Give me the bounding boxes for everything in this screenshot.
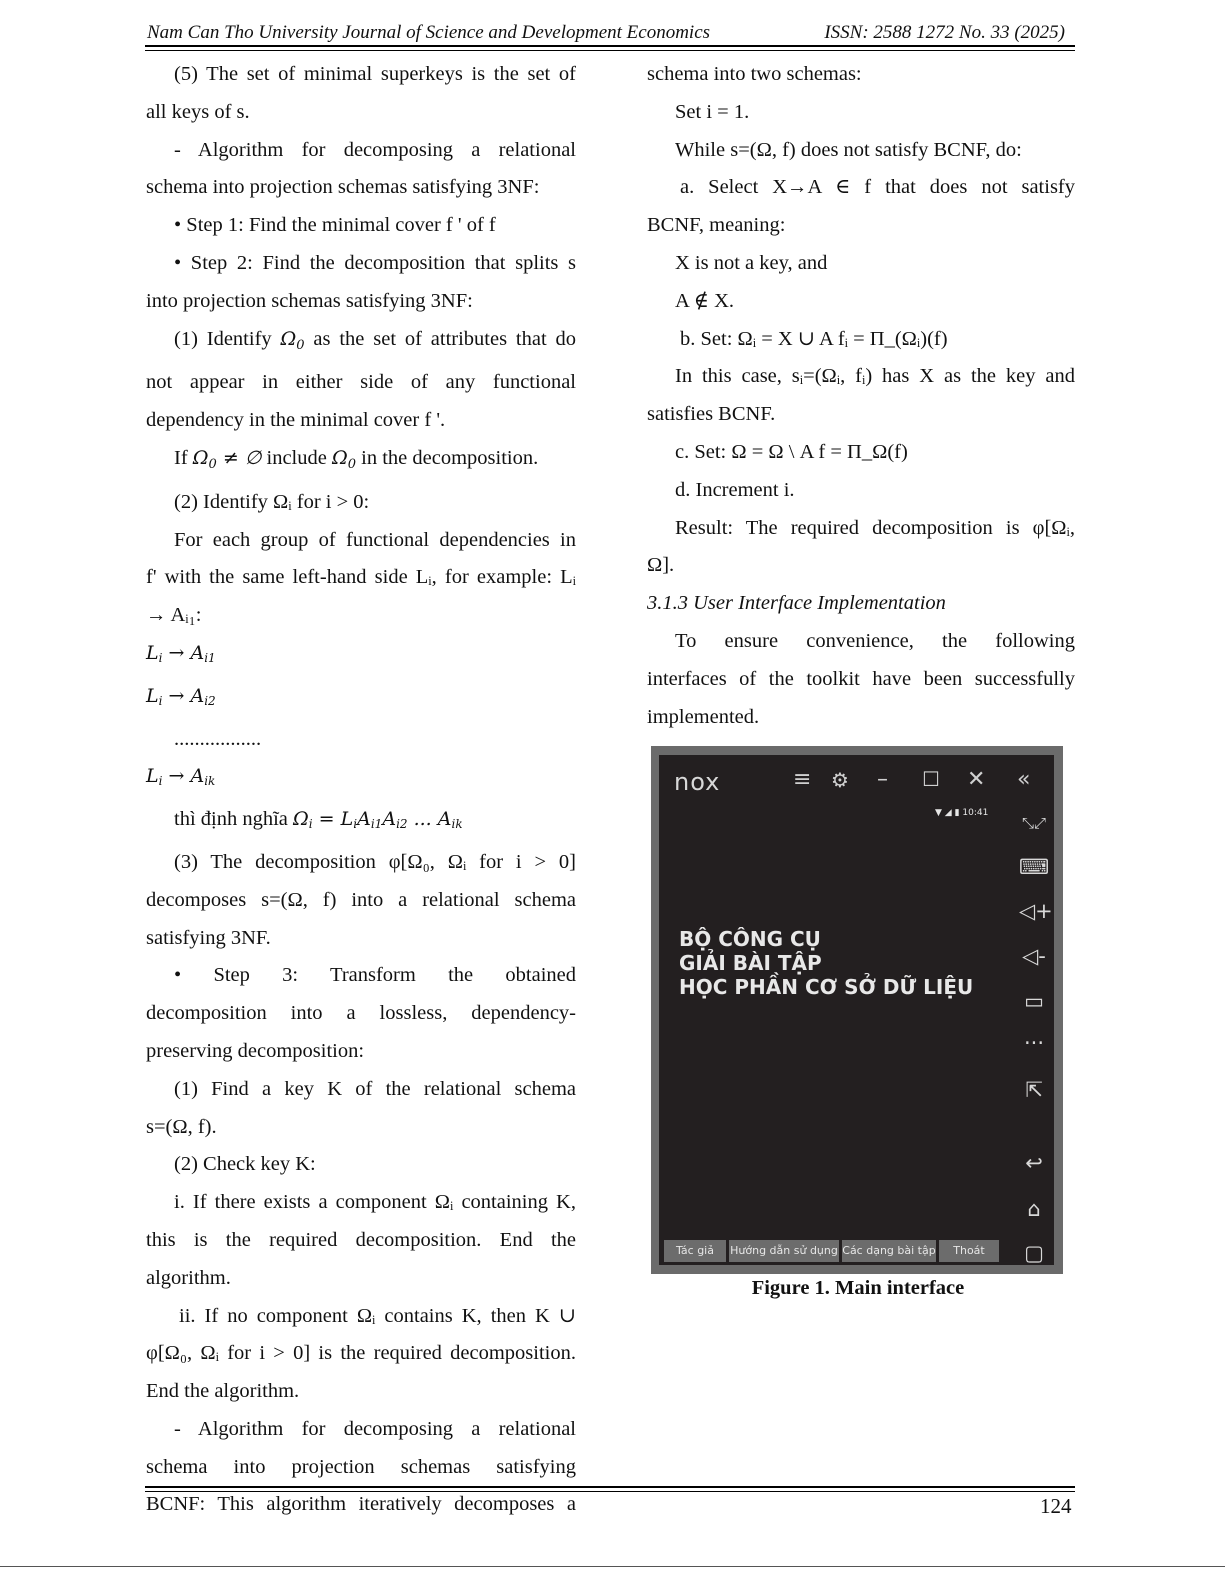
- maximize-icon: ☐: [922, 767, 940, 792]
- paragraph: BCNF, meaning:: [647, 214, 786, 237]
- paragraph: - Algorithm for decomposing a relational: [174, 138, 576, 161]
- right-column: [647, 56, 1075, 1274]
- paragraph: Set i = 1.: [675, 100, 750, 123]
- paragraph: s=(Ω, f).: [146, 1115, 217, 1138]
- paragraph: a. Select X→A ∈ f that does not satisfy: [680, 176, 1075, 199]
- gear-icon: ⚙: [831, 768, 849, 793]
- paragraph: BCNF: This algorithm iteratively decomposes a: [146, 1493, 576, 1516]
- paragraph: b. Set: Ωᵢ = X ∪ A fᵢ = Π_(Ωᵢ)(f): [680, 327, 948, 350]
- tab-exercise-types: Các dạng bài tập: [842, 1240, 936, 1262]
- paragraph: If $\Omega_0$ ≠ ∅ include $\Omega_0$ in the decomposition.: [174, 446, 539, 472]
- nox-logo: nox: [674, 768, 721, 797]
- paragraph: dependency in the minimal cover f '.: [146, 409, 446, 432]
- paragraph: In this case, sᵢ=(Ωᵢ, fᵢ) has X as the key and: [675, 365, 1075, 388]
- volume-down-icon: ◁-: [1022, 944, 1046, 969]
- tab-exit: Thoát: [939, 1240, 999, 1262]
- equation: Li → Ai2: [146, 684, 216, 708]
- paragraph: A ∉ X.: [675, 289, 735, 312]
- equation: Li → Aik: [146, 765, 216, 789]
- paragraph: decomposes s=(Ω, f) into a relational schema: [146, 888, 576, 911]
- omega0-symbol: $\Omega_0$: [280, 327, 305, 353]
- keyboard-icon: ⌨: [1019, 855, 1050, 880]
- app-title: BỘ CÔNG CỤ GIẢI BÀI TẬP HỌC PHẦN CƠ SỞ DỮ LIỆU: [679, 927, 974, 1000]
- paragraph: all keys of s.: [146, 100, 250, 123]
- paragraph: - Algorithm for decomposing a relational: [174, 1417, 576, 1440]
- paragraph: Result: The required decomposition is φ[Ωᵢ,: [675, 516, 1075, 539]
- figure-screenshot: [651, 746, 1063, 1274]
- footer-rule-thin: [145, 1491, 1075, 1492]
- paragraph: schema into projection schemas satisfying 3NF:: [146, 176, 540, 199]
- paragraph: End the algorithm.: [146, 1380, 300, 1403]
- ellipsis-line: .................: [174, 727, 262, 750]
- omega0-symbol: $\Omega_0$: [331, 446, 357, 472]
- page-number: 124: [1040, 1494, 1072, 1518]
- left-column: [146, 56, 576, 1524]
- paragraph: satisfying 3NF.: [146, 926, 271, 949]
- emulator-window: [659, 755, 1054, 1265]
- minimize-icon: –: [877, 767, 888, 793]
- journal-title: Nam Can Tho University Journal of Science and Development Economics: [147, 22, 711, 43]
- equation: Li → Ai1: [146, 641, 216, 665]
- paragraph: • Step 2: Find the decomposition that splits s: [174, 251, 576, 274]
- issn-info: ISSN: 2588 1272 No. 33 (2025): [824, 22, 1065, 43]
- paragraph: (1) Identify $\Omega_0$ as the set of attributes that do: [174, 327, 577, 353]
- paragraph: this is the required decomposition. End the: [146, 1228, 576, 1251]
- paragraph: (3) The decomposition φ[Ω₀, Ωᵢ for i > 0]: [174, 850, 576, 873]
- status-bar: ▼ ◢ ▮ 10:41: [935, 808, 989, 819]
- app-tab-bar: [664, 1240, 1002, 1262]
- paragraph: To ensure convenience, the following: [675, 629, 1075, 652]
- paragraph: interfaces of the toolkit have been successfully: [647, 667, 1075, 690]
- paragraph: ii. If no component Ωᵢ contains K, then K ∪: [179, 1304, 576, 1327]
- paragraph: Ω].: [647, 554, 675, 577]
- paragraph: (2) Check key K:: [174, 1153, 316, 1176]
- paragraph: into projection schemas satisfying 3NF:: [146, 289, 473, 312]
- volume-up-icon: ◁+: [1019, 899, 1053, 924]
- running-header: [145, 20, 1075, 46]
- section-heading: 3.1.3 User Interface Implementation: [647, 592, 946, 615]
- header-rule-thin: [145, 50, 1075, 51]
- paragraph: While s=(Ω, f) does not satisfy BCNF, do:: [675, 138, 1022, 161]
- tab-user-guide: Hướng dẫn sử dụng: [729, 1240, 839, 1262]
- paragraph: decomposition into a lossless, dependency-: [146, 1002, 576, 1025]
- paragraph: c. Set: Ω = Ω \ A f = Π_Ω(f): [675, 440, 908, 463]
- collapse-icon: «: [1017, 767, 1031, 793]
- menu-icon: ≡: [793, 767, 812, 793]
- paragraph: For each group of functional dependencies in: [174, 528, 576, 551]
- omega0-symbol: $\Omega_0$ ≠ ∅: [192, 446, 262, 472]
- screen-icon: ▭: [1024, 989, 1044, 1014]
- home-icon: ⌂: [1027, 1197, 1041, 1222]
- paragraph: satisfies BCNF.: [647, 403, 776, 426]
- paragraph: (5) The set of minimal superkeys is the set of: [174, 63, 576, 85]
- paragraph: schema into projection schemas satisfying: [146, 1455, 576, 1478]
- paragraph: (1) Find a key K of the relational schema: [174, 1077, 576, 1100]
- back-icon: ↩: [1025, 1151, 1043, 1176]
- paragraph: preserving decomposition:: [146, 1039, 365, 1062]
- footer-rule: [145, 1486, 1075, 1488]
- paragraph: X is not a key, and: [675, 251, 828, 274]
- paragraph: → Aᵢ₁:: [146, 604, 202, 627]
- definition-line: thì định nghĩa Ωi = LiAi1Ai2 ... Aik: [174, 808, 463, 832]
- more-icon: ···: [1023, 1031, 1045, 1056]
- paragraph: not appear in either side of any functional: [146, 371, 576, 394]
- paragraph: φ[Ω₀, Ωᵢ for i > 0] is the required decomposition.: [146, 1342, 576, 1365]
- header-rule: [145, 45, 1075, 47]
- recent-apps-icon: ▢: [1024, 1241, 1044, 1266]
- paragraph: (2) Identify Ωᵢ for i > 0:: [174, 490, 370, 513]
- paragraph: algorithm.: [146, 1266, 231, 1289]
- fullscreen-icon: ⤡⤢: [1021, 814, 1046, 833]
- paragraph: schema into two schemas:: [647, 63, 862, 85]
- paragraph: f' with the same left-hand side Lᵢ, for example: Lᵢ: [146, 566, 576, 589]
- export-icon: ⇱: [1025, 1078, 1043, 1103]
- paragraph: implemented.: [647, 705, 760, 728]
- tab-author: Tác giả: [664, 1240, 726, 1262]
- paragraph: • Step 3: Transform the obtained: [174, 964, 576, 987]
- page-edge: [0, 1566, 1225, 1567]
- close-icon: ✕: [967, 767, 986, 793]
- paragraph: i. If there exists a component Ωᵢ containing K,: [174, 1191, 576, 1214]
- figure-caption: Figure 1. Main interface: [751, 1277, 965, 1299]
- paragraph: d. Increment i.: [675, 478, 795, 501]
- paragraph: • Step 1: Find the minimal cover f ' of f: [174, 214, 496, 237]
